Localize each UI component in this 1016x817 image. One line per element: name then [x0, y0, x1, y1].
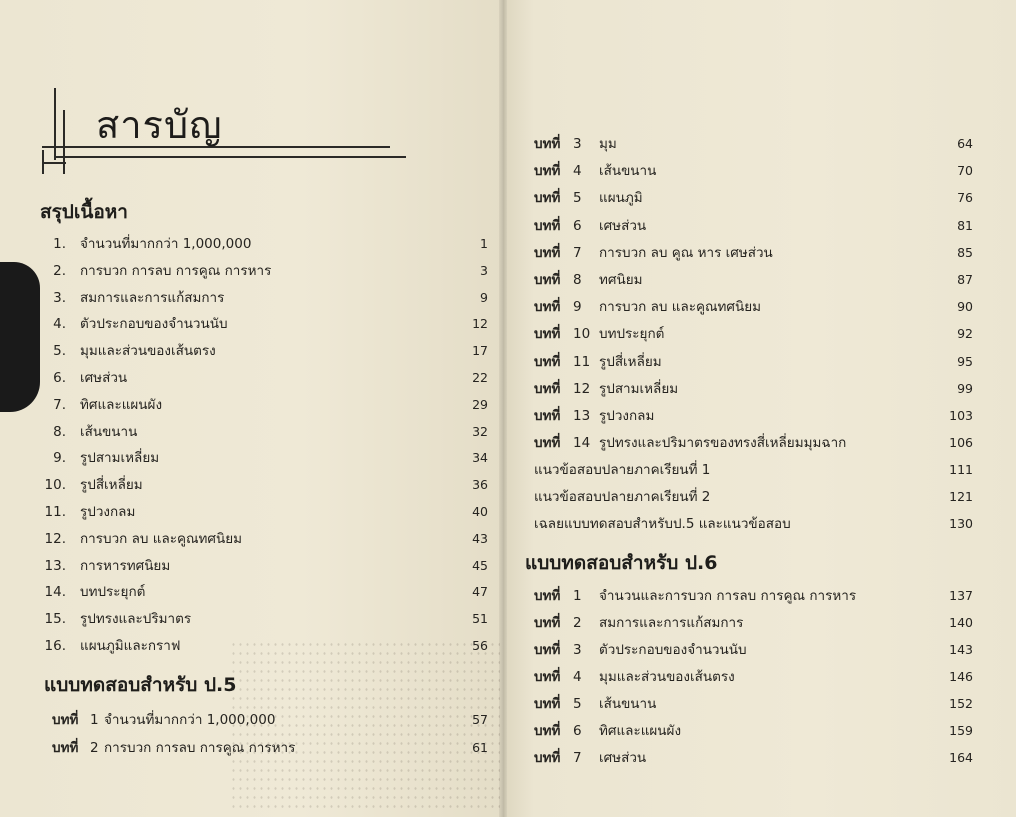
toc-entry: [503, 641, 973, 659]
toc-entry: [0, 583, 503, 601]
chapter-number: 7: [573, 245, 582, 261]
toc-entry: [0, 711, 503, 729]
chapter-number: 2: [90, 740, 99, 756]
toc-entry: [0, 476, 503, 494]
chapter-number: 5: [573, 696, 582, 712]
toc-entry: [503, 461, 973, 479]
toc-entry: [503, 298, 973, 316]
chapter-number: 9: [573, 299, 582, 315]
chapter-title: การบวก ลบ และคูณทศนิยม: [599, 299, 762, 315]
chapter-prefix: บทที่: [534, 245, 561, 261]
chapter-title: ตัวประกอบของจำนวนนับ: [599, 642, 747, 658]
extra-title: แนวข้อสอบปลายภาคเรียนที่ 1: [534, 462, 711, 478]
chapter-title: เส้นขนาน: [599, 696, 657, 712]
entry-page: 1: [480, 236, 488, 251]
extra-page: 121: [949, 489, 973, 504]
chapter-title: รูปวงกลม: [599, 408, 655, 424]
toc-entry: [0, 235, 503, 253]
toc-entry: [503, 668, 973, 686]
toc-entry: [0, 449, 503, 467]
toc-entry: [0, 530, 503, 548]
chapter-number: 6: [573, 723, 582, 739]
left-page: [0, 0, 503, 817]
entry-number: 13.: [44, 558, 66, 574]
entry-page: 3: [480, 263, 488, 278]
chapter-page: 164: [949, 750, 973, 765]
entry-number: 5.: [53, 343, 66, 359]
entry-page: 32: [472, 424, 488, 439]
toc-entry: [0, 503, 503, 521]
toc-entry: [0, 342, 503, 360]
chapter-prefix: บทที่: [534, 354, 561, 370]
chapter-prefix: บทที่: [534, 299, 561, 315]
extra-title: เฉลยแบบทดสอบสำหรับป.5 และแนวข้อสอบ: [534, 516, 791, 532]
toc-entry: [503, 749, 973, 767]
toc-entry: [0, 396, 503, 414]
chapter-number: 1: [90, 712, 99, 728]
chapter-title: สมการและการแก้สมการ: [599, 615, 744, 631]
chapter-prefix: บทที่: [534, 615, 561, 631]
toc-entry: [0, 315, 503, 333]
chapter-prefix: บทที่: [534, 218, 561, 234]
entry-number: 4.: [53, 316, 66, 332]
chapter-prefix: บทที่: [534, 326, 561, 342]
entry-page: 47: [472, 584, 488, 599]
chapter-number: 6: [573, 218, 582, 234]
entry-page: 29: [472, 397, 488, 412]
chapter-number: 14: [573, 435, 591, 451]
chapter-prefix: บทที่: [534, 408, 561, 424]
toc-entry: [503, 722, 973, 740]
chapter-page: 103: [949, 408, 973, 423]
chapter-prefix: บทที่: [534, 723, 561, 739]
toc-entry: [0, 369, 503, 387]
toc-entry: [503, 271, 973, 289]
chapter-page: 76: [957, 190, 973, 205]
entry-title: ตัวประกอบของจำนวนนับ: [80, 316, 228, 332]
chapter-title: ทิศและแผนผัง: [599, 723, 682, 739]
chapter-page: 152: [949, 696, 973, 711]
chapter-page: 99: [957, 381, 973, 396]
chapter-number: 3: [573, 642, 582, 658]
entry-title: รูปวงกลม: [80, 504, 136, 520]
toc-entry: [0, 289, 503, 307]
toc-entry: [503, 515, 973, 533]
toc-entry: [503, 695, 973, 713]
title-rule-v1: [54, 88, 56, 160]
right-page: [503, 0, 1016, 817]
chapter-title: แผนภูมิ: [599, 190, 643, 206]
page-title: สารบัญ: [96, 103, 223, 147]
entry-title: ทิศและแผนผัง: [80, 397, 163, 413]
toc-entry: [0, 637, 503, 655]
toc-entry: [503, 189, 973, 207]
entry-number: 1.: [53, 236, 66, 252]
chapter-title: เศษส่วน: [599, 750, 647, 766]
chapter-title: รูปสามเหลี่ยม: [599, 381, 679, 397]
chapter-page: 81: [957, 218, 973, 233]
toc-entry: [503, 217, 973, 235]
chapter-number: 1: [573, 588, 582, 604]
chapter-page: 92: [957, 326, 973, 341]
toc-entry: [0, 423, 503, 441]
entry-title: การบวก ลบ และคูณทศนิยม: [80, 531, 243, 547]
chapter-page: 137: [949, 588, 973, 603]
toc-entry: [503, 488, 973, 506]
entry-title: เศษส่วน: [80, 370, 128, 386]
toc-entry: [503, 380, 973, 398]
entry-number: 11.: [44, 504, 66, 520]
chapter-prefix: บทที่: [534, 642, 561, 658]
chapter-page: 70: [957, 163, 973, 178]
chapter-page: 140: [949, 615, 973, 630]
entry-number: 10.: [44, 477, 66, 493]
entry-page: 45: [472, 558, 488, 573]
chapter-title: การบวก การลบ การคูณ การหาร: [104, 740, 296, 756]
toc-entry: [503, 353, 973, 371]
entry-number: 2.: [53, 263, 66, 279]
chapter-page: 159: [949, 723, 973, 738]
title-rule-h2: [54, 156, 406, 158]
toc-entry: [503, 614, 973, 632]
entry-title: การบวก การลบ การคูณ การหาร: [80, 263, 272, 279]
toc-entry: [0, 739, 503, 757]
toc-entry: [503, 434, 973, 452]
entry-title: บทประยุกต์: [80, 584, 146, 600]
chapter-page: 87: [957, 272, 973, 287]
toc-entry: [503, 162, 973, 180]
title-rule-h3: [42, 162, 66, 164]
entry-number: 3.: [53, 290, 66, 306]
chapter-title: มุมและส่วนของเส้นตรง: [599, 669, 735, 685]
extra-page: 111: [949, 462, 973, 477]
chapter-number: 12: [573, 381, 591, 397]
entry-page: 12: [472, 316, 488, 331]
summary-heading: สรุปเนื้อหา: [40, 201, 128, 223]
p6-heading: แบบทดสอบสำหรับ ป.6: [525, 552, 718, 574]
toc-entry: [0, 557, 503, 575]
chapter-prefix: บทที่: [534, 669, 561, 685]
entry-title: มุมและส่วนของเส้นตรง: [80, 343, 216, 359]
chapter-page: 146: [949, 669, 973, 684]
entry-page: 34: [472, 450, 488, 465]
entry-number: 15.: [44, 611, 66, 627]
chapter-title: มุม: [599, 136, 617, 152]
chapter-page: 95: [957, 354, 973, 369]
entry-number: 12.: [44, 531, 66, 547]
entry-title: การหารทศนิยม: [80, 558, 171, 574]
entry-title: เส้นขนาน: [80, 424, 138, 440]
entry-number: 16.: [44, 638, 66, 654]
chapter-number: 13: [573, 408, 591, 424]
chapter-prefix: บทที่: [534, 163, 561, 179]
book-gutter: [499, 0, 507, 817]
toc-entry: [503, 135, 973, 153]
entry-page: 51: [472, 611, 488, 626]
chapter-title: ทศนิยม: [599, 272, 643, 288]
chapter-prefix: บทที่: [534, 435, 561, 451]
entry-title: รูปสามเหลี่ยม: [80, 450, 160, 466]
entry-page: 36: [472, 477, 488, 492]
chapter-prefix: บทที่: [534, 272, 561, 288]
chapter-page: 57: [472, 712, 488, 727]
chapter-page: 61: [472, 740, 488, 755]
chapter-title: จำนวนและการบวก การลบ การคูณ การหาร: [599, 588, 857, 604]
entry-number: 6.: [53, 370, 66, 386]
chapter-number: 5: [573, 190, 582, 206]
entry-title: สมการและการแก้สมการ: [80, 290, 225, 306]
entry-title: รูปสี่เหลี่ยม: [80, 477, 143, 493]
chapter-prefix: บทที่: [534, 696, 561, 712]
entry-title: แผนภูมิและกราฟ: [80, 638, 181, 654]
chapter-number: 8: [573, 272, 582, 288]
chapter-number: 4: [573, 669, 582, 685]
chapter-prefix: บทที่: [52, 712, 79, 728]
entry-page: 9: [480, 290, 488, 305]
chapter-prefix: บทที่: [534, 750, 561, 766]
toc-entry: [0, 262, 503, 280]
chapter-number: 4: [573, 163, 582, 179]
chapter-page: 106: [949, 435, 973, 450]
toc-entry: [0, 610, 503, 628]
entry-page: 22: [472, 370, 488, 385]
chapter-title: บทประยุกต์: [599, 326, 665, 342]
chapter-prefix: บทที่: [534, 136, 561, 152]
entry-number: 8.: [53, 424, 66, 440]
entry-number: 9.: [53, 450, 66, 466]
chapter-number: 10: [573, 326, 591, 342]
entry-number: 14.: [44, 584, 66, 600]
chapter-page: 64: [957, 136, 973, 151]
entry-page: 56: [472, 638, 488, 653]
chapter-number: 2: [573, 615, 582, 631]
title-rule-v2: [63, 110, 65, 174]
chapter-prefix: บทที่: [534, 588, 561, 604]
p5-heading: แบบทดสอบสำหรับ ป.5: [44, 674, 237, 696]
chapter-number: 7: [573, 750, 582, 766]
chapter-prefix: บทที่: [52, 740, 79, 756]
entry-page: 17: [472, 343, 488, 358]
toc-entry: [503, 244, 973, 262]
entry-title: รูปทรงและปริมาตร: [80, 611, 192, 627]
entry-page: 40: [472, 504, 488, 519]
toc-entry: [503, 587, 973, 605]
entry-title: จำนวนที่มากกว่า 1,000,000: [80, 236, 252, 252]
chapter-title: รูปทรงและปริมาตรของทรงสี่เหลี่ยมมุมฉาก: [599, 435, 847, 451]
chapter-page: 85: [957, 245, 973, 260]
toc-entry: [503, 325, 973, 343]
entry-page: 43: [472, 531, 488, 546]
chapter-title: การบวก ลบ คูณ หาร เศษส่วน: [599, 245, 773, 261]
chapter-number: 3: [573, 136, 582, 152]
entry-number: 7.: [53, 397, 66, 413]
chapter-title: เส้นขนาน: [599, 163, 657, 179]
chapter-title: จำนวนที่มากกว่า 1,000,000: [104, 712, 276, 728]
extra-page: 130: [949, 516, 973, 531]
finger-shadow: [0, 262, 40, 412]
chapter-number: 11: [573, 354, 591, 370]
chapter-title: เศษส่วน: [599, 218, 647, 234]
toc-entry: [503, 407, 973, 425]
chapter-prefix: บทที่: [534, 381, 561, 397]
chapter-prefix: บทที่: [534, 190, 561, 206]
chapter-page: 90: [957, 299, 973, 314]
chapter-title: รูปสี่เหลี่ยม: [599, 354, 662, 370]
chapter-page: 143: [949, 642, 973, 657]
extra-title: แนวข้อสอบปลายภาคเรียนที่ 2: [534, 489, 711, 505]
